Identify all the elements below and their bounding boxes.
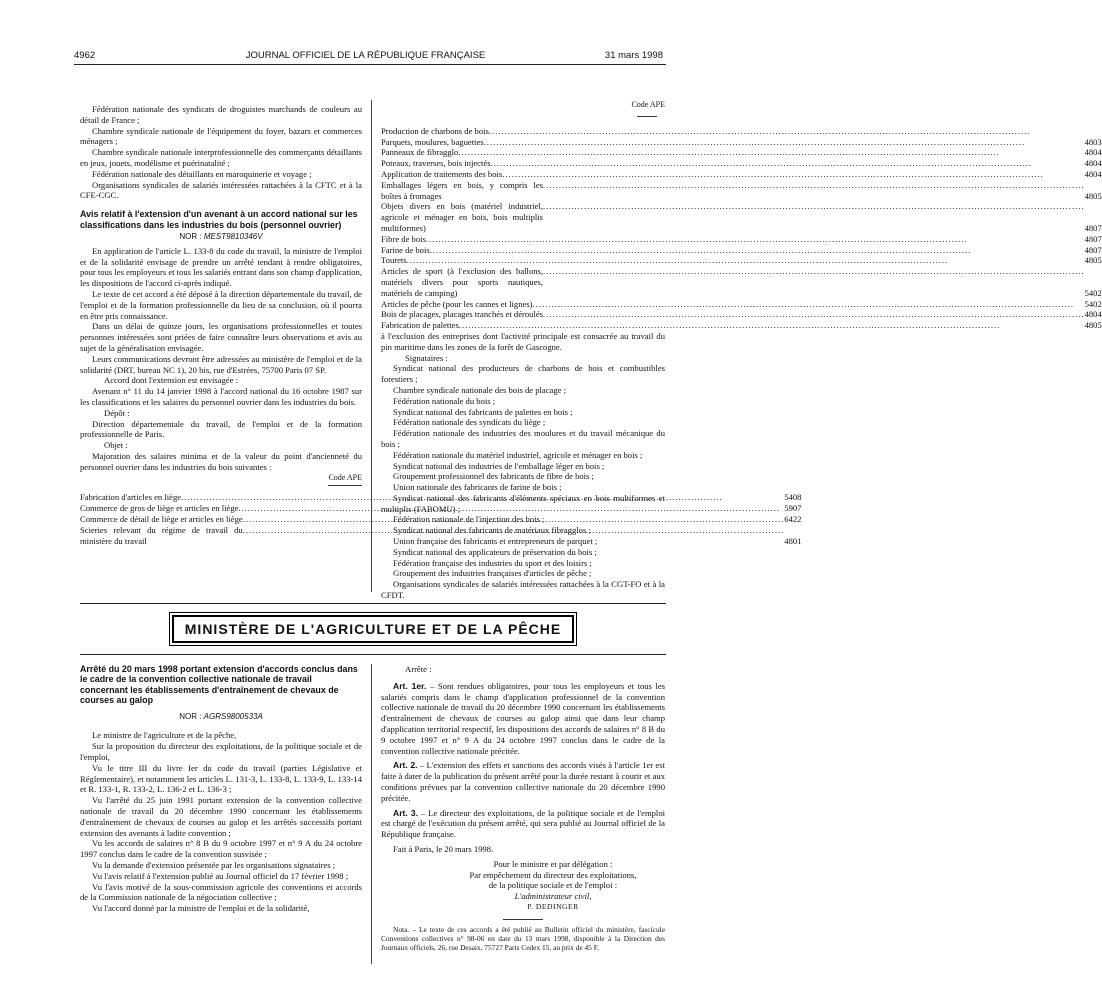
paragraph: Vu les accords de salaires n° 8 B du 9 octobre 1997 et n° 9 A du 24 octobre 1997 conclus dans le cadre de la convention susvisée ; — [80, 838, 362, 860]
table-row: Emballages légers en bois, y compris les boîtes à fromages ..... 4805 — [381, 180, 1102, 202]
signatory: Syndicat national des producteurs de charbons de bois et combustibles forestiers ; — [381, 363, 665, 385]
signatory: Fédération nationale du matériel industriel, agricole et ménager en bois ; — [393, 449, 643, 460]
signatory: Fédération nationale des syndicats du liège ; — [393, 417, 546, 428]
paragraph: Dans un délai de quinze jours, les organisations professionnelles et toutes personnes intéressées sont priées de faire connaître leurs observations et avis au sujet de la généralisation envisagée. — [80, 321, 362, 353]
table-row: Panneaux de fibragglo ..... 4804 — [381, 147, 1102, 158]
nor-code: AGRS9800533A — [203, 711, 263, 721]
nor-line — [80, 232, 362, 243]
signature-line: Par empêchement du directeur des exploitations, — [469, 869, 637, 880]
signature-role: L'administrateur civil, — [514, 891, 592, 902]
table-row: Farine de bois ..... 4807 — [381, 245, 1102, 256]
page-number: 4962 — [74, 50, 96, 61]
paragraph: Vu l'arrêté du 25 juin 1991 portant extension de la convention collective nationale de travail du 20 décembre 1990 concernant les établissements d'entraînement de chevaux de courses au galop et les arrêtés successifs portant extension des avenants à ladite convention ; — [80, 795, 362, 838]
section-rule — [80, 603, 666, 604]
signatory: Fédération nationale des détaillants en maroquinerie et voyage ; — [92, 168, 312, 179]
nor-label: NOR : — [179, 711, 202, 721]
signataires-label: Signataires : — [405, 352, 448, 363]
table-row: Parquets, moulures, baguettes ..... 4803 — [381, 137, 1102, 148]
code-ape-header: Code APE — [328, 472, 362, 482]
article-3: Art. 3. – Le directeur des exploitations, de la politique sociale et de l'emploi est chargé de l'exécution du présent arrêté, qui sera publié au Journal officiel de la République française. — [381, 807, 665, 840]
signatory: Organisations syndicales de salariés intéressées rattachées à la CGT-FO et à la CFDT. — [381, 579, 665, 601]
header-rule — [74, 64, 666, 65]
signatory: Union nationale des fabricants de farine de bois ; — [393, 482, 562, 493]
signature-line: de la politique sociale et de l'emploi : — [488, 880, 618, 891]
signatory: Syndicat national des fabricants d'éléments spéciaux en bois multiformes et multiplis (FABOMU) ; — [381, 492, 665, 514]
signatory: Chambre syndicale nationale de l'équipement du foyer, bazars et commerces ménagers ; — [80, 125, 362, 147]
exclusion-text: à l'exclusion des entreprises dont l'activité principale est consacrée au travail du pin maritime dans les zones de la forêt de Gascogne. — [381, 330, 665, 352]
signatory: Syndicat national des fabricants de palettes en bois ; — [393, 406, 573, 417]
paragraph: En application de l'article L. 133-8 du code du travail, la ministre de l'emploi et de la solidarité envisage de prendre un arrêté tendant à rendre obligatoires, pour tous les employeurs et tous les salariés entrant dans son champ d'application, les dispositions de l'accord ci-après indiqué. — [80, 245, 362, 289]
arrete-label: Arrête : — [405, 664, 432, 674]
signature-name: P. DEDINGER — [527, 901, 579, 911]
table-row: Fabrication de palettes ..... 4805 — [381, 320, 1102, 331]
table-row: Scieries relevant du régime de travail du ministère du travail ..... 4801 — [80, 525, 801, 547]
left-bottom-column — [80, 664, 362, 914]
code-ape-header: Code APE — [631, 100, 665, 109]
paragraph: Vu l'accord donné par la ministre de l'emploi et de la solidarité, — [92, 903, 310, 914]
paragraph: Sur la proposition du directeur des exploitations, de la politique sociale et de l'emploi, — [80, 741, 362, 763]
table-row: Fabrication d'articles en liège ..... 5408 — [80, 492, 801, 503]
nor-label: NOR : — [179, 231, 202, 241]
accord-text: Avenant n° 11 du 14 janvier 1998 à l'accord national du 16 octobre 1987 sur les classifications et les salaires du personnel ouvrier dans les industries du bois. — [80, 386, 362, 407]
paragraph: Vu l'avis motivé de la sous-commission agricole des conventions et accords de la Commission nationale de la négociation collective ; — [80, 881, 362, 903]
signatory: Groupement des industries françaises d'articles de pêche ; — [393, 568, 592, 579]
signatory: Union française des fabricants et entrepreneurs de parquet ; — [393, 536, 598, 547]
paragraph: Le ministre de l'agriculture et de la pêche, — [92, 730, 237, 741]
accord-label: Accord dont l'extension est envisagée : — [104, 375, 238, 386]
ministry-banner: MINISTÈRE DE L'AGRICULTURE ET DE LA PÊCHE — [172, 615, 574, 643]
table-row: Commerce de gros de liège et articles en liège ..... 5907 — [80, 503, 801, 514]
table-row: Fibre de bois ..... 4807 — [381, 234, 1102, 245]
signature-line: Pour le ministre et par délégation : — [493, 858, 613, 869]
arrete-title: Arrêté du 20 mars 1998 portant extension d'accords conclus dans le cadre de la convention collective nationale de travail concernant les établissements d'entraînement de chevaux de courses au galop — [80, 664, 358, 706]
article-1: Art. 1er. – Sont rendues obligatoires, pour tous les employeurs et tous les salariés compris dans le champ d'application professionnel de la convention collective nationale de travail du 20 décembre 1990 concernant les établissements d'entraînement de chevaux de courses au galop ainsi que dans leur champ d'application territorial respectif, les dispositions des accords de salaires n° 8 B du 9 octobre 1997 et n° 9 A du 24 octobre 1997 conclus dans le cadre de la convention collective nationale précitée. — [381, 680, 665, 756]
issue-date: 31 mars 1998 — [604, 50, 663, 61]
table-row: Articles de sport (à l'exclusion des ballons, matériels divers pour sports nautiques, matériels de camping) ..... 5402 — [381, 266, 1102, 298]
table-row: Production de charbons de bois ..... — [381, 126, 1102, 137]
paragraph: Leurs communications devront être adressées au ministère de l'emploi et de la solidarité (DRT, bureau NC 1), 20 bis, rue d'Estrées, 75700 Paris 07 SP. — [80, 353, 362, 375]
signatory: Organisations syndicales de salariés intéressées rattachées à la CFTC et à la CFE-CGC. — [80, 179, 362, 201]
avis-title: Avis relatif à l'extension d'un avenant à un accord national sur les classifications dans les industries du bois (personnel ouvrier) — [80, 209, 358, 230]
paragraph: Le texte de cet accord a été déposé à la direction départementale du travail, de l'emploi et de la formation professionnelle du lieu de sa conclusion, où il pourra en être pris connaissance. — [80, 288, 362, 321]
table-row: Poteaux, traverses, bois injectés ..... 4804 — [381, 158, 1102, 169]
signatory: Fédération française des industries du sport et des loisirs ; — [393, 557, 592, 568]
signatory: Syndicat national des applicateurs de préservation du bois ; — [393, 546, 597, 557]
column-divider — [371, 100, 372, 592]
nor-line — [80, 712, 362, 723]
section-rule — [80, 654, 666, 655]
signatory: Fédération nationale du bois ; — [393, 395, 496, 406]
signatory: Fédération nationale de l'injection des bois ; — [393, 514, 545, 525]
signatory: Chambre syndicale nationale des bois de placage ; — [393, 384, 567, 395]
nor-code: MESТ9810346V — [203, 231, 263, 241]
signatory: Fédération nationale des industries des moulures et du travail mécanique du bois ; — [381, 428, 665, 449]
signatory: Syndicat national des industries de l'emballage léger en bois ; — [393, 460, 605, 471]
table-row: Commerce de détail de liège et articles en liège ..... 6422 — [80, 514, 801, 525]
table-row: Tourets ..... 4805 — [381, 255, 1102, 266]
article-2: Art. 2. – L'extension des effets et sanctions des accords visés à l'article 1er est faite à dater de la publication du présent arrêté pour la durée restant à courir et aux conditions prévues par la convention collective nationale du 20 décembre 1990 précitée. — [381, 760, 665, 803]
nota-text: Nota. – Le texte de ces accords a été publié au Bulletin officiel du ministère, fascicule Conventions collectives n° 98-06 en date du 13 mars 1998, disponible à la Direction des Journaux officiels, 26, rue Desaix, 75727 Paris Cedex 15, au prix de 45 F. — [381, 924, 665, 953]
journal-title: JOURNAL OFFICIEL DE LA RÉPUBLIQUE FRANÇAISE — [245, 50, 486, 61]
table-row: Objets divers en bois (matériel industriel, agricole et ménager en bois, bois multiplis multiformes) ..... 4807 — [381, 201, 1102, 233]
right-bottom-column — [381, 664, 665, 952]
table-row: Bois de placages, placages tranchés et déroulés ..... 4804 — [381, 309, 1102, 320]
table-row: Application de traitements des bois ..... 4804 — [381, 169, 1102, 180]
depot-label: Dépôt : — [104, 407, 130, 418]
fait-line: Fait à Paris, le 20 mars 1998. — [393, 843, 494, 854]
depot-text: Direction départementale du travail, de l'emploi et de la formation professionnelle de Paris. — [80, 418, 362, 440]
objet-text: Majoration des salaires minima et de la valeur du point d'ancienneté du personnel ouvrier dans les industries du bois suivantes : — [80, 450, 362, 472]
objet-label: Objet : — [104, 440, 128, 451]
table-row: Articles de pêche (pour les cannes et lignes) ..... 5402 — [381, 299, 1102, 310]
signatory: Fédération nationale des syndicats de droguistes marchands de couleurs au détail de France ; — [80, 104, 362, 125]
signatory: Groupement professionnel des fabricants de fibre de bois ; — [393, 471, 594, 482]
paragraph: Vu l'avis relatif à l'extension publié au Journal officiel du 17 février 1998 ; — [92, 870, 349, 881]
signatory: Chambre syndicale nationale interprofessionnelle des commerçants détaillants en jeux, jouets, modélisme et puérinatalité ; — [80, 147, 362, 168]
ape-table — [381, 126, 1102, 331]
signatory: Syndicat national des fabricants de matériaux fibragglos ; — [393, 525, 591, 536]
paragraph: Vu la demande d'extension présentée par les organisations signataires ; — [92, 859, 336, 870]
paragraph: Vu le titre III du livre Ier du code du travail (parties Législative et Réglementaire), et notamment les articles L. 131-3, L. 133-8, L. 133-9, L. 133-14 et R. 133-1, R. 133-2, L. 136-2 et L. 136-3 ; — [80, 762, 362, 795]
column-divider — [371, 664, 372, 964]
